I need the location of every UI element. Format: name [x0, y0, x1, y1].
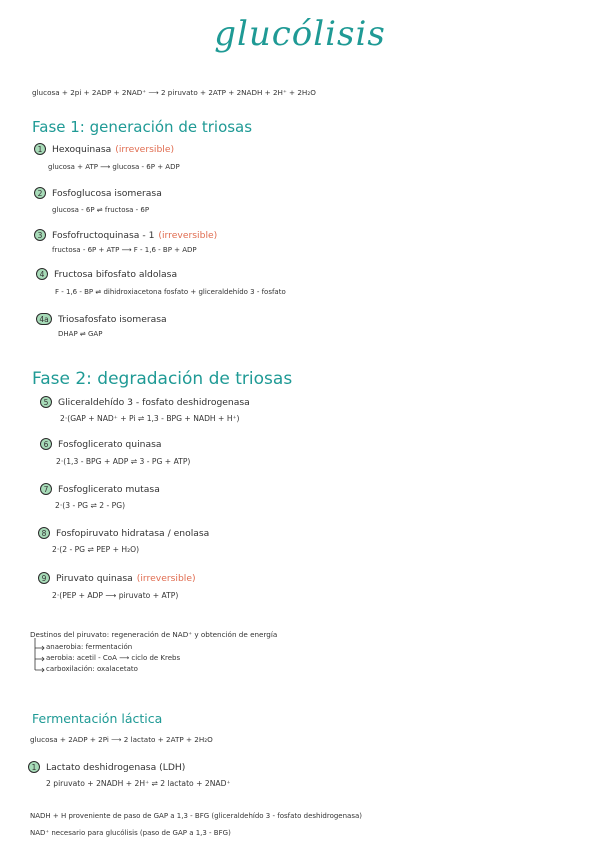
fermentacion-step-1 [28, 761, 185, 773]
phase1-step-1 [34, 143, 174, 155]
step-number: 2 [34, 187, 46, 199]
destino-item: aerobia: acetil - CoA ⟶ ciclo de Krebs [46, 654, 181, 662]
overall-equation: glucosa + 2pi + 2ADP + 2NAD⁺ ⟶ 2 piruvato + 2ATP + 2NADH + 2H⁺ + 2H₂O [32, 88, 316, 97]
step-number: 6 [40, 438, 52, 450]
step-number: 5 [40, 396, 52, 408]
reaction-equation: 2·(3 - PG ⇌ 2 - PG) [55, 501, 126, 510]
page-title: glucólisis [214, 14, 386, 54]
destinos-title: Destinos del piruvato: regeneración de NAD⁺ y obtención de energía [30, 630, 278, 639]
phase1-heading: Fase 1: generación de triosas [32, 118, 253, 136]
phase2-step-9 [38, 572, 196, 584]
reaction-equation: 2·(2 - PG ⇌ PEP + H₂O) [52, 545, 140, 554]
step-number: 7 [40, 483, 52, 495]
step-number: 1 [28, 761, 40, 773]
reaction-equation: 2·(1,3 - BPG + ADP ⇌ 3 - PG + ATP) [56, 457, 191, 466]
irreversible-tag: (irreversible) [115, 143, 175, 155]
phase2-step-5 [40, 396, 250, 408]
phase1-step-3 [34, 229, 217, 241]
branch-arrows-icon [32, 638, 46, 674]
phase1-step-4a [36, 313, 167, 325]
fermentacion-note: NADH + H proveniente de paso de GAP a 1,3 - BFG (gliceraldehído 3 - fosfato deshidrogenasa) [30, 812, 362, 820]
step-number: 9 [38, 572, 50, 584]
reaction-equation: F - 1,6 - BP ⇌ dihidroxiacetona fosfato + gliceraldehído 3 - fosfato [55, 288, 286, 296]
phase2-heading: Fase 2: degradación de triosas [32, 369, 293, 389]
step-number: 3 [34, 229, 46, 241]
step-number: 1 [34, 143, 46, 155]
enzyme-name: Fosfoglicerato quinasa [58, 438, 162, 450]
fermentacion-heading: Fermentación láctica [32, 711, 163, 726]
reaction-equation: DHAP ⇌ GAP [58, 330, 103, 338]
phase2-step-7 [40, 483, 160, 495]
phase1-step-4 [36, 268, 177, 280]
destino-item: anaerobia: fermentación [46, 643, 133, 651]
reaction-equation: 2·(GAP + NAD⁺ + Pi ⇌ 1,3 - BPG + NADH + H⁺) [60, 414, 240, 423]
enzyme-name: Gliceraldehído 3 - fosfato deshidrogenasa [58, 396, 250, 408]
enzyme-name: Triosafosfato isomerasa [58, 313, 167, 325]
enzyme-name: Fosfopiruvato hidratasa / enolasa [56, 527, 210, 539]
phase1-step-2 [34, 187, 162, 199]
destino-item: carboxilación: oxalacetato [46, 665, 138, 673]
phase2-step-6 [40, 438, 162, 450]
step-number: 8 [38, 527, 50, 539]
reaction-equation: glucosa - 6P ⇌ fructosa - 6P [52, 206, 150, 214]
reaction-equation: 2·(PEP + ADP ⟶ piruvato + ATP) [52, 591, 179, 600]
step-number: 4 [36, 268, 48, 280]
enzyme-name: Fosfoglicerato mutasa [58, 483, 160, 495]
fermentacion-note: NAD⁺ necesario para glucólisis (paso de GAP a 1,3 - BFG) [30, 829, 231, 837]
enzyme-name: Fructosa bifosfato aldolasa [54, 268, 178, 280]
fermentacion-equation: glucosa + 2ADP + 2Pi ⟶ 2 lactato + 2ATP + 2H₂O [30, 735, 213, 744]
enzyme-name: Lactato deshidrogenasa (LDH) [46, 761, 186, 773]
reaction-equation: 2 piruvato + 2NADH + 2H⁺ ⇌ 2 lactato + 2NAD⁺ [46, 779, 231, 788]
step-number: 4a [36, 313, 52, 325]
enzyme-name: Fosfofructoquinasa - 1 [52, 229, 155, 241]
irreversible-tag: (irreversible) [158, 229, 218, 241]
enzyme-name: Piruvato quinasa [56, 572, 133, 584]
irreversible-tag: (irreversible) [136, 572, 196, 584]
reaction-equation: fructosa - 6P + ATP ⟶ F - 1,6 - BP + ADP [52, 246, 197, 254]
enzyme-name: Fosfoglucosa isomerasa [52, 187, 162, 199]
reaction-equation: glucosa + ATP ⟶ glucosa - 6P + ADP [48, 163, 180, 171]
enzyme-name: Hexoquinasa [52, 143, 112, 155]
phase2-step-8 [38, 527, 209, 539]
